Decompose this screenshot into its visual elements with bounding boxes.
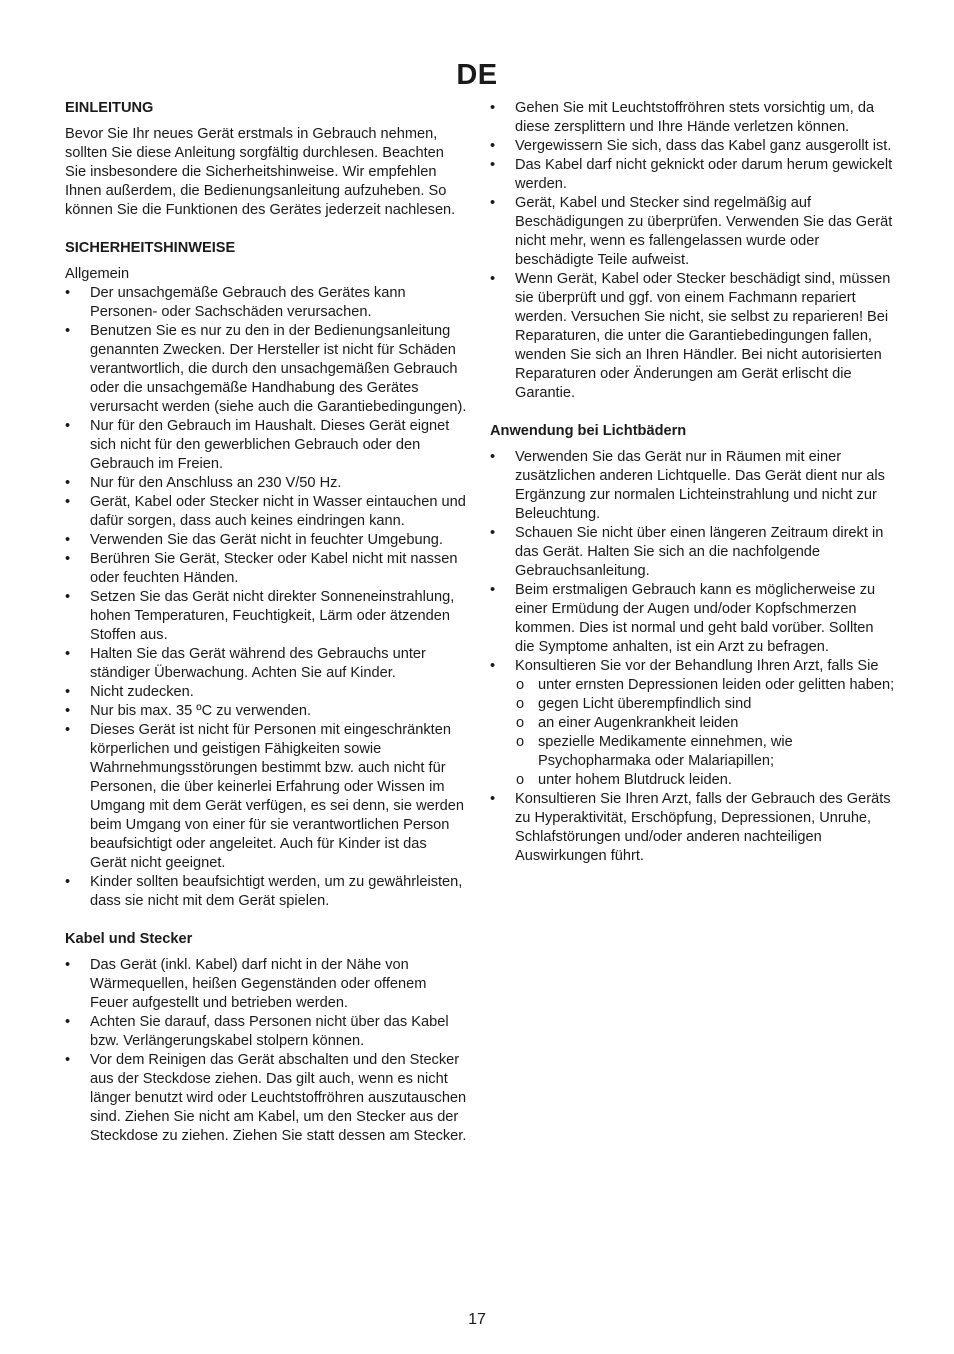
safety-list	[65, 284, 467, 911]
intro-paragraph: Bevor Sie Ihr neues Gerät erstmals in Gebrauch nehmen, sollten Sie diese Anleitung sorgfältig durchlesen. Beachten Sie insbesondere die Sicherheitshinweise. Wir empfehlen Ihnen außerdem, die Bedienungsanleitung aufzuheben. So können Sie die Funktionen des Gerätes jederzeit nachlesen.	[65, 126, 456, 218]
list-item-text: Konsultieren Sie vor der Behandlung Ihren Arzt, falls Sie	[515, 658, 879, 674]
right-column	[490, 99, 895, 866]
safety-subheading: Allgemein	[65, 266, 130, 282]
list-item: • Der unsachgemäße Gebrauch des Gerätes kann Personen- oder Sachschäden verursachen.	[65, 284, 467, 322]
list-item-with-sublist	[490, 657, 895, 790]
sublist-item: o an einer Augenkrankheit leiden	[515, 714, 895, 733]
list-item: • Nicht zudecken.	[65, 683, 467, 702]
light-heading: Anwendung bei Lichtbädern	[490, 423, 687, 439]
list-item: • Gerät, Kabel oder Stecker nicht in Wasser eintauchen und dafür sorgen, dass auch keines eindringen kann.	[65, 493, 467, 531]
safety-heading: SICHERHEITSHINWEISE	[65, 240, 236, 256]
list-item: • Vor dem Reinigen das Gerät abschalten und den Stecker aus der Steckdose ziehen. Das gilt auch, wenn es nicht länger benutzt wird oder Leuchtstoffröhren auszutauschen sind. Ziehen Sie nicht am Kabel, um den Stecker aus der Steckdose zu ziehen. Ziehen Sie statt dessen am Stecker.	[65, 1051, 467, 1146]
list-item: • Verwenden Sie das Gerät nur in Räumen mit einer zusätzlichen anderen Lichtquelle. Das Gerät dient nur als Ergänzung zur normalen Lichteinstrahlung und nicht zur Beleuchtung.	[490, 448, 895, 524]
list-item: • Nur bis max. 35 ºC zu verwenden.	[65, 702, 467, 721]
sublist-item: o unter ernsten Depressionen leiden oder gelitten haben;	[515, 676, 895, 695]
list-item: • Dieses Gerät ist nicht für Personen mit eingeschränkten körperlichen und geistigen Fähigkeiten sowie Wahrnehmungsstörungen bestimmt bzw. auch nicht für Personen, die über keinerlei Erfahrung oder Wissen im Umgang mit dem Gerät verfügen, es sei denn, sie werden beim Umgang von einer für sie verantwortlichen Person beaufsichtigt oder angeleitet. Auch für Kinder ist das Gerät nicht geeignet.	[65, 721, 467, 873]
sublist-item: o gegen Licht überempfindlich sind	[515, 695, 895, 714]
cable-heading: Kabel und Stecker	[65, 931, 193, 947]
list-item: • Vergewissern Sie sich, dass das Kabel ganz ausgerollt ist.	[490, 137, 895, 156]
list-item: • Berühren Sie Gerät, Stecker oder Kabel nicht mit nassen oder feuchten Händen.	[65, 550, 467, 588]
sublist-item: o spezielle Medikamente einnehmen, wie Psychopharmaka oder Malariapillen;	[515, 733, 895, 771]
page-number: 17	[468, 1311, 486, 1328]
list-item: • Nur für den Anschluss an 230 V/50 Hz.	[65, 474, 467, 493]
list-item: • Setzen Sie das Gerät nicht direkter Sonneneinstrahlung, hohen Temperaturen, Feuchtigkeit, Lärm oder ätzenden Stoffen aus.	[65, 588, 467, 645]
list-item: • Verwenden Sie das Gerät nicht in feuchter Umgebung.	[65, 531, 467, 550]
list-item: • Schauen Sie nicht über einen längeren Zeitraum direkt in das Gerät. Halten Sie sich an die nachfolgende Gebrauchsanleitung.	[490, 524, 895, 581]
list-item: • Halten Sie das Gerät während des Gebrauchs unter ständiger Überwachung. Achten Sie auf Kinder.	[65, 645, 467, 683]
list-item: • Beim erstmaligen Gebrauch kann es möglicherweise zu einer Ermüdung der Augen und/oder Kopfschmerzen kommen. Dies ist normal und geht bald vorüber. Sollten die Symptome anhalten, ist ein Arzt zu befragen.	[490, 581, 895, 657]
list-item: • Achten Sie darauf, dass Personen nicht über das Kabel bzw. Verlängerungskabel stolpern können.	[65, 1013, 467, 1051]
condition-sublist	[515, 676, 895, 790]
list-item: • Das Kabel darf nicht geknickt oder darum herum gewickelt werden.	[490, 156, 895, 194]
list-item: • Benutzen Sie es nur zu den in der Bedienungsanleitung genannten Zwecken. Der Hersteller ist nicht für Schäden verantwortlich, die durch den unsachgemäßen Gebrauch oder die unsachgemäße Handhabung des Gerätes verursacht werden (siehe auch die Garantiebedingungen).	[65, 322, 467, 417]
list-item: • Das Gerät (inkl. Kabel) darf nicht in der Nähe von Wärmequellen, heißen Gegenständen oder offenem Feuer aufgestellt und betrieben werden.	[65, 956, 467, 1013]
list-item: • Gehen Sie mit Leuchtstoffröhren stets vorsichtig um, da diese zersplittern und Ihre Hände verletzen können.	[490, 99, 895, 137]
sublist-item: o unter hohem Blutdruck leiden.	[515, 771, 895, 790]
list-item: • Konsultieren Sie Ihren Arzt, falls der Gebrauch des Geräts zu Hyperaktivität, Erschöpfung, Depressionen, Unruhe, Schlafstörungen und/oder anderen nachteiligen Auswirkungen führt.	[490, 790, 895, 866]
language-heading: DE	[456, 59, 498, 91]
intro-heading: EINLEITUNG	[65, 100, 154, 116]
light-list	[490, 448, 895, 866]
list-item: • Wenn Gerät, Kabel oder Stecker beschädigt sind, müssen sie überprüft und ggf. von einem Fachmann repariert werden. Versuchen Sie nicht, sie selbst zu reparieren! Bei Reparaturen, die unter die Garantiebedingungen fallen, wenden Sie sich an Ihren Händler. Bei nicht autorisierten Reparaturen oder Änderungen am Gerät erlischt die Garantie.	[490, 270, 895, 403]
left-column	[65, 99, 467, 1146]
list-item: • Kinder sollten beaufsichtigt werden, um zu gewährleisten, dass sie nicht mit dem Gerät spielen.	[65, 873, 467, 911]
list-item: • Nur für den Gebrauch im Haushalt. Dieses Gerät eignet sich nicht für den gewerblichen Gebrauch oder den Gebrauch im Freien.	[65, 417, 467, 474]
cable-list	[65, 956, 467, 1146]
list-item: • Gerät, Kabel und Stecker sind regelmäßig auf Beschädigungen zu überprüfen. Verwenden Sie das Gerät nicht mehr, wenn es fallengelassen wurde oder beschädigte Teile aufweist.	[490, 194, 895, 270]
cable-list-continued	[490, 99, 895, 403]
